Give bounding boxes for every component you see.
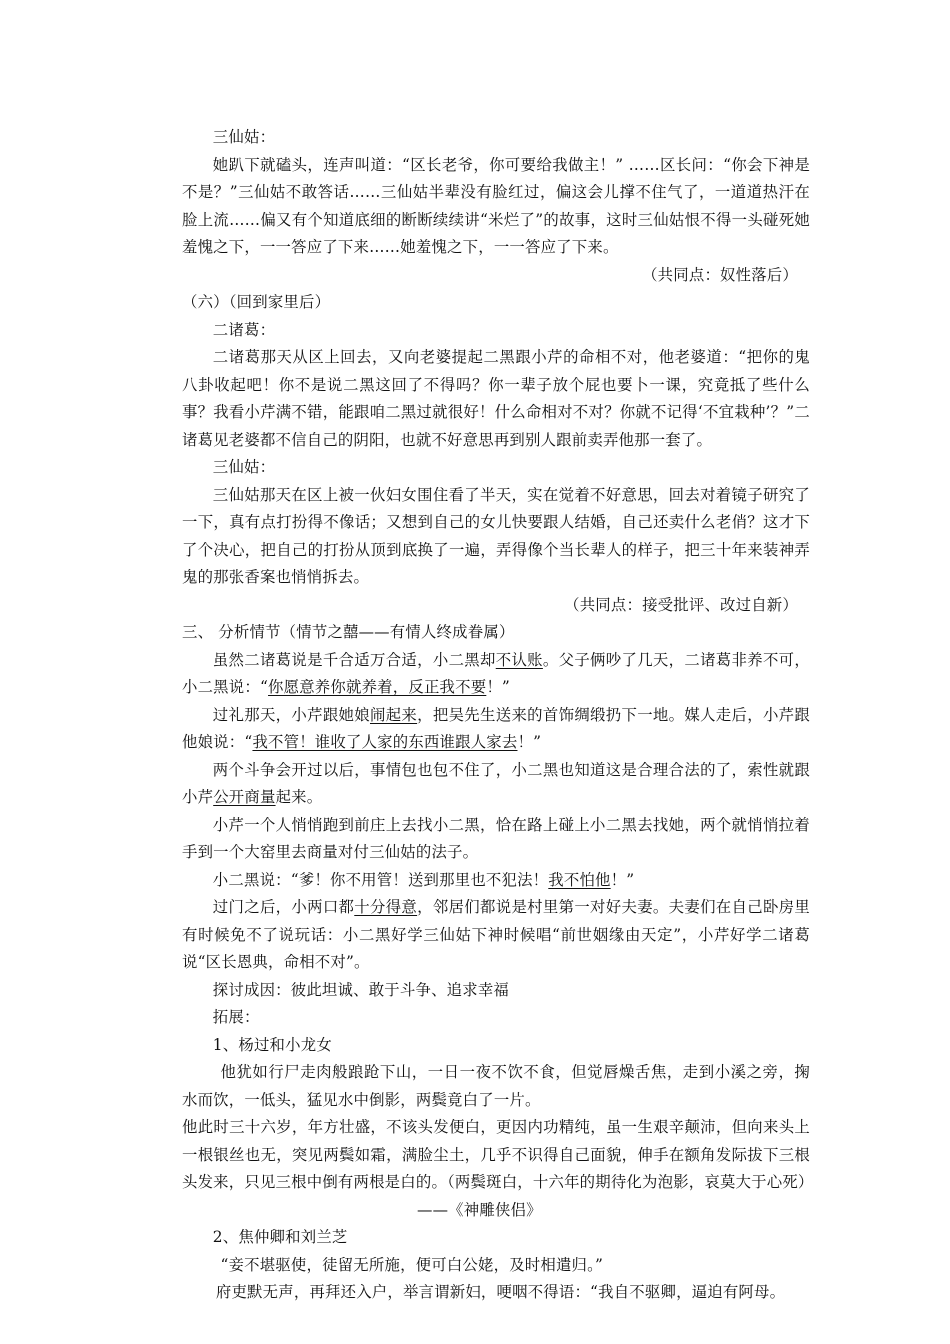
extension-item-2-title: 2、焦仲卿和刘兰芝	[212, 1228, 348, 1246]
extension-item-1-paragraph-1: 他犹如行尸走肉般踉跄下山，一日一夜不饮不食，但觉唇燥舌焦，走到小溪之旁，掬水而饮，一低头，猛见水中倒影，两鬓竟白了一片。	[182, 1063, 810, 1109]
text: 虽然二诸葛说是千合适万合适，小二黑却	[212, 650, 496, 669]
extension-item-1-title: 1、杨过和小龙女	[212, 1035, 332, 1054]
text: ！”	[517, 733, 542, 751]
section-heading-six: （六）（回到家里后）	[182, 293, 331, 311]
extension-item-2-paragraph-1: “妾不堪驱使，徒留无所施，便可白公姥，及时相遣归。”	[220, 1255, 604, 1274]
speaker-sanxiangu-2: 三仙姑：	[212, 458, 276, 476]
underlined-phrase: 公开商量	[213, 788, 276, 806]
cause-discussion: 探讨成因：彼此坦诚、敢于斗争、追求幸福	[212, 980, 510, 999]
paragraph-sanxiangu-court: 她趴下就磕头，连声叫道：“区长老爷，你可要给我做主！” ……区长问：“你会下神是不是？”三仙姑不敢答话……三仙姑半辈没有脸红过，偏这会儿撑不住气了，一道道热汗在脸上流……偏又有个知道底细的断断续续讲“米烂了”的故事，这时三仙姑恨不得一头碰死她羞愧之下，一一答应了下来……她羞愧之下，一一答应了下来。	[182, 155, 810, 256]
text: 起来。	[275, 788, 323, 806]
extension-label: 拓展：	[212, 1008, 260, 1026]
plot-paragraph-3	[182, 757, 810, 812]
text: 两个斗争会开过以后，事情包也包不住了，小二黑也知道这是合理合法的了，索性就跟小芹	[182, 760, 810, 806]
text: ，把吴先生送来的首饰绸缎扔下一地。媒人走后，小芹跟他娘说：“	[182, 705, 810, 751]
text: 过礼那天，小芹跟她娘	[212, 705, 370, 724]
text: 。父子俩吵了几天，二诸葛非养不可，小二黑说：“	[182, 650, 810, 696]
underlined-phrase: 你愿意养你就养着，反正我不要	[268, 678, 487, 696]
paragraph-erzhuge-home: 二诸葛那天从区上回去，又向老婆提起二黑跟小芹的命相不对，他老婆道：“把你的鬼八卦收起吧！你不是说二黑这回了不得吗？你一辈子放个屁也要卜一课，究竟抵了些什么事？我看小芹满不错，能跟咱二黑过就很好！什么命相对不对？你就不记得‘不宜栽种’？”二诸葛见老婆都不信自己的阴阳，也就不好意思再到别人跟前卖弄他那一套了。	[182, 348, 810, 449]
plot-paragraph-5	[182, 867, 810, 895]
extension-item-1-source: ——《神雕侠侣》	[417, 1200, 542, 1219]
extension-item-1-paragraph-2: 他此时三十六岁，年方壮盛，不该头发便白，更因内功精纯，虽一生艰辛颠沛，但向来头上一根银丝也无，突见两鬓如霜，满脸尘土，几乎不识得自己面貌，伸手在额角发际拔下三根头发来，只见三根中倒有两根是白的。（两鬓斑白，十六年的期待化为泡影，哀莫大于心死）	[182, 1118, 814, 1191]
plot-paragraph-2	[182, 702, 810, 757]
plot-paragraph-6	[182, 894, 810, 977]
underlined-phrase: 不认账	[495, 650, 543, 669]
plot-paragraph-1	[182, 647, 810, 702]
extension-item-2-paragraph-2: 府吏默无声，再拜还入户，举言谓新妇，哽咽不得语：“我自不驱卿，逼迫有阿母。	[215, 1283, 786, 1301]
underlined-phrase: 十分得意	[354, 898, 418, 916]
text: ！”	[610, 870, 635, 889]
common-point-2: （共同点：接受批评、改过自新）	[564, 595, 798, 614]
underlined-phrase: 闹起来	[369, 705, 418, 724]
part3-heading: 三、 分析情节（情节之囍——有情人终成眷属）	[182, 623, 515, 641]
plot-paragraph-4: 小芹一个人悄悄跑到前庄上去找小二黑，恰在路上碰上小二黑去找她，两个就悄悄拉着手到一个大窑里去商量对付三仙姑的法子。	[182, 815, 810, 861]
common-point-1: （共同点：奴性落后）	[642, 265, 798, 284]
paragraph-sanxiangu-home: 三仙姑那天在区上被一伙妇女围住看了半天，实在觉着不好意思，回去对着镜子研究了一下，真有点打扮得不像话；又想到自己的女儿快要跟人结婚，自己还卖什么老俏？这才下了个决心，把自己的打扮从顶到底换了一遍，弄得像个当长辈人的样子，把三十年来装神弄鬼的那张香案也悄悄拆去。	[182, 485, 810, 586]
underlined-phrase: 我不怕他	[548, 870, 611, 889]
speaker-erzhuge: 二诸葛：	[212, 320, 276, 339]
text: ！”	[486, 678, 510, 696]
text: 小二黑说：“爹！你不用管！送到那里也不犯法！	[212, 870, 549, 889]
underlined-phrase: 我不管！谁收了人家的东西谁跟人家去	[252, 733, 518, 751]
text: 过门之后，小两口都	[212, 898, 355, 916]
speaker-sanxiangu: 三仙姑：	[212, 128, 276, 146]
text: ，邻居们都说是村里第一对好夫妻。夫妻们在自己卧房里有时候免不了说玩话：小二黑好学三仙姑下神时候唱“前世姻缘由天定”，小芹好学二诸葛说“区长恩典，命相不对”。	[182, 898, 810, 971]
